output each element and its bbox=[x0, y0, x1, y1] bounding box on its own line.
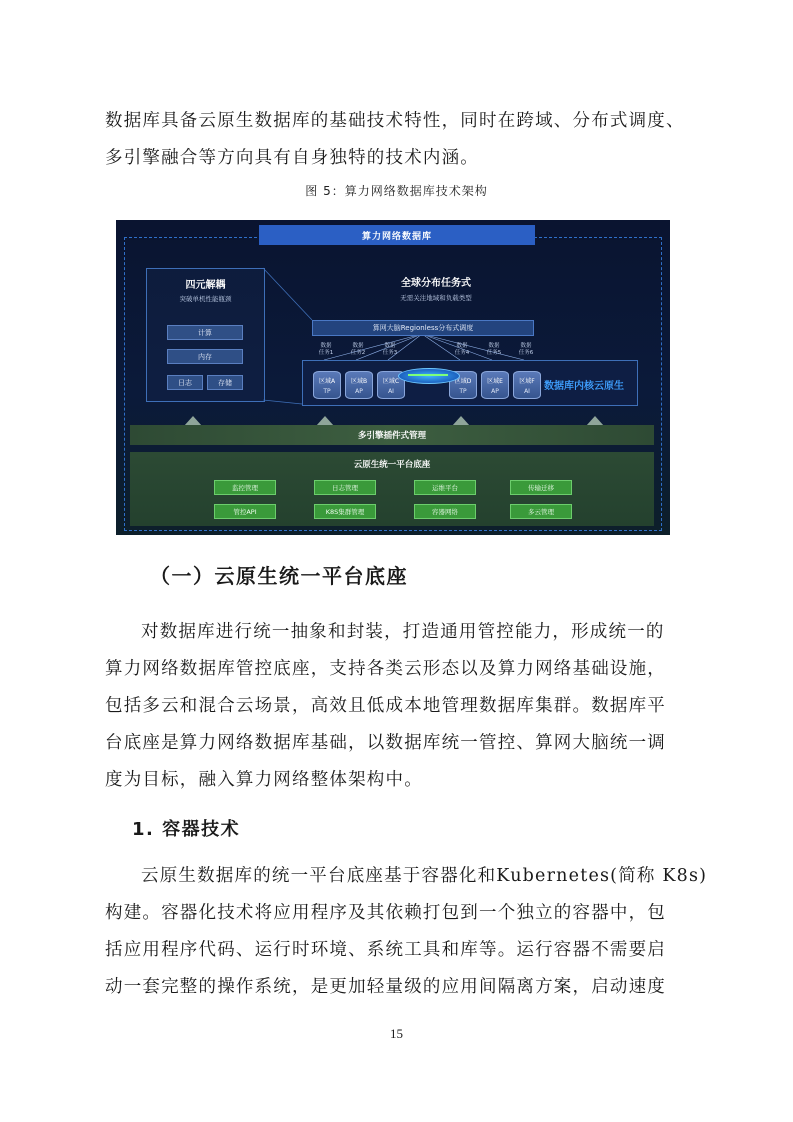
region-cylinder: 区域B AP bbox=[345, 371, 373, 399]
task-label: 数据 任务4 bbox=[454, 343, 470, 356]
decouple-subtitle: 突破单机性能瓶颈 bbox=[179, 295, 232, 303]
text-line: 包括多云和混合云场景，高效且低成本地管理数据库集群。数据库平 bbox=[105, 696, 666, 716]
text-line: 括应用程序代码、运行时环境、系统工具和库等。运行容器不需要启 bbox=[105, 940, 666, 960]
native-kernel-label: 数据库内核云原生 bbox=[544, 381, 624, 392]
task-label: 数据 任务3 bbox=[382, 343, 398, 356]
platform-module: 传输迁移 bbox=[510, 480, 572, 495]
decouple-item-storage: 存储 bbox=[207, 375, 243, 390]
section-heading: （一）云原生统一平台底座 bbox=[150, 564, 408, 588]
platform-module: 日志管理 bbox=[314, 480, 376, 495]
figure-title-bar: 算力网络数据库 bbox=[259, 225, 535, 245]
platform-panel bbox=[130, 452, 654, 526]
platform-module: 多云管理 bbox=[510, 504, 572, 519]
region-cylinder: 区域C AI bbox=[377, 371, 405, 399]
platform-title: 云原生统一平台底座 bbox=[353, 460, 431, 470]
global-task-title: 全球分布任务式 bbox=[401, 278, 471, 289]
text-line: 算力网络数据库管控底座，支持各类云形态以及算力网络基础设施， bbox=[105, 659, 666, 679]
global-task-subtitle: 无需关注地域和负载类型 bbox=[400, 294, 472, 302]
page-number: 15 bbox=[390, 1026, 403, 1041]
task-label: 数据 任务2 bbox=[350, 343, 366, 356]
decouple-item-log: 日志 bbox=[167, 375, 203, 390]
text-line: 台底座是算力网络数据库基础，以数据库统一管控、算网大脑统一调 bbox=[105, 733, 666, 753]
region-cylinder: 区域E AP bbox=[481, 371, 509, 399]
platform-module: K8S集群管理 bbox=[314, 504, 376, 519]
platform-module: 监控管理 bbox=[214, 480, 276, 495]
region-cylinder: 区域F AI bbox=[513, 371, 541, 399]
text-line: 数据库具备云原生数据库的基础技术特性，同时在跨域、分布式调度、 bbox=[105, 111, 685, 131]
platform-module: 运维平台 bbox=[414, 480, 476, 495]
platform-module: 容器网络 bbox=[414, 504, 476, 519]
regionless-scheduler: 算网大脑Regionless分布式调度 bbox=[312, 320, 534, 336]
text-line: 构建。容器化技术将应用程序及其依赖打包到一个独立的容器中，包 bbox=[105, 903, 666, 923]
figure-caption: 图 5：算力网络数据库技术架构 bbox=[305, 184, 488, 198]
decouple-item-memory: 内存 bbox=[167, 349, 243, 364]
decouple-panel bbox=[146, 268, 265, 402]
platform-module: 管控API bbox=[214, 504, 276, 519]
decouple-item-compute: 计算 bbox=[167, 325, 243, 340]
task-label: 数据 任务5 bbox=[486, 343, 502, 356]
engine-bar: 多引擎插件式管理 bbox=[130, 425, 654, 445]
subsection-paragraph bbox=[105, 858, 708, 1006]
region-cylinder: 区域A TP bbox=[313, 371, 341, 399]
decouple-title: 四元解耦 bbox=[185, 280, 226, 291]
task-label: 数据 任务1 bbox=[318, 343, 334, 356]
text-line: 度为目标，融入算力网络整体架构中。 bbox=[105, 770, 423, 790]
text-line: 对数据库进行统一抽象和封装，打造通用管控能力，形成统一的 bbox=[141, 622, 665, 642]
architecture-figure bbox=[116, 220, 670, 535]
text-line: 多引擎融合等方向具有自身独特的技术内涵。 bbox=[105, 148, 479, 168]
subsection-heading: 1. 容器技术 bbox=[132, 819, 241, 840]
section-paragraph bbox=[105, 614, 683, 799]
text-line: 动一套完整的操作系统，是更加轻量级的应用间隔离方案，启动速度 bbox=[105, 977, 666, 997]
region-cylinder: 区域D TP bbox=[449, 371, 477, 399]
cloud-icon bbox=[398, 368, 460, 384]
intro-paragraph bbox=[105, 103, 683, 177]
cloud-link-line bbox=[408, 374, 448, 376]
task-label: 数据 任务6 bbox=[518, 343, 534, 356]
text-line: 云原生数据库的统一平台底座基于容器化和Kubernetes(简称 K8s) bbox=[141, 866, 708, 886]
